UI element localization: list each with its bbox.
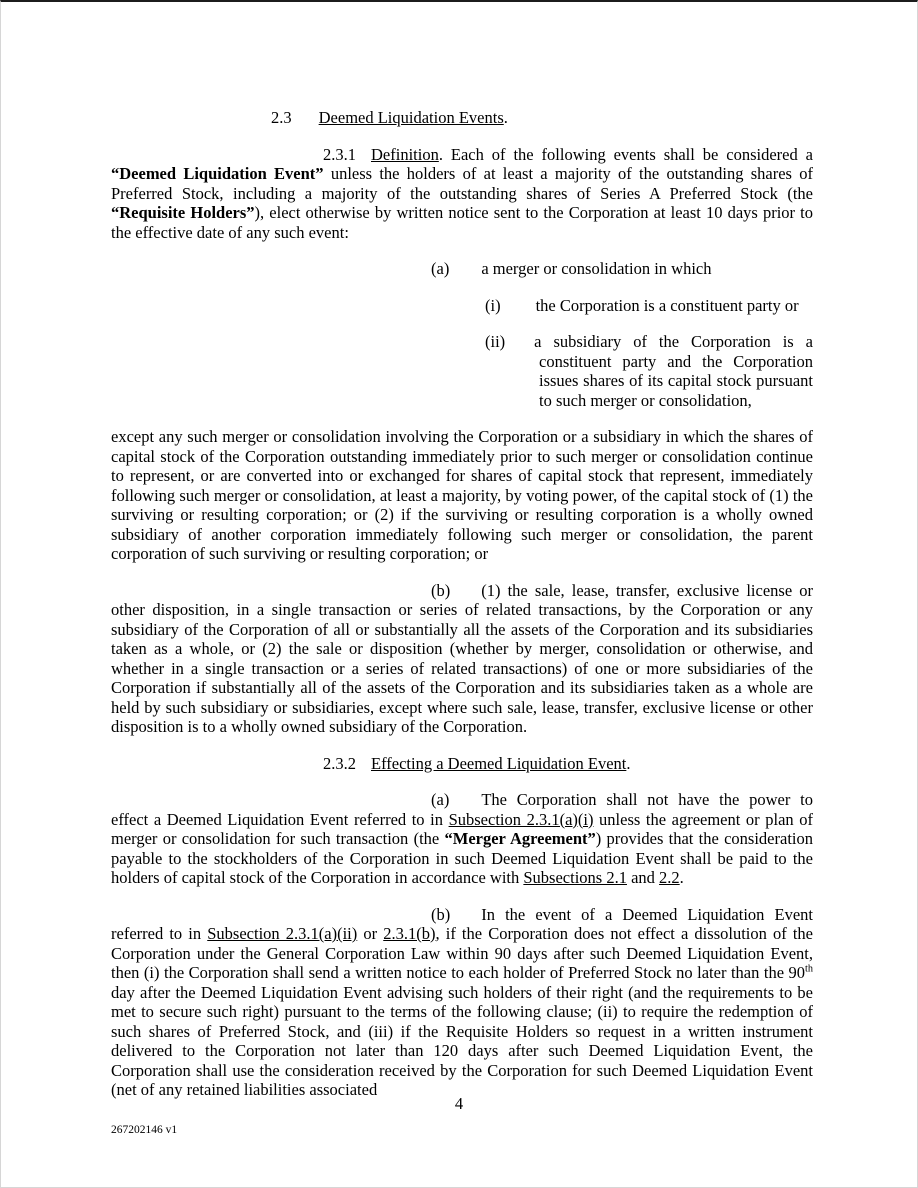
paragraph-2-3-1-b: [111, 581, 813, 737]
text-run: (b): [431, 580, 451, 600]
text-run: except any such merger or consolidation involving the Corporation or a subsidiary in which the shares of capital stock of the Corporation outstanding immediately prior to such merger or consolidation continue to represent, or are converted into or exchanged for shares of capital stock that represent, immediately following such merger or consolidation, at least a majority, by voting power, of the capital stock of (1) the surviving or resulting corporation; or (2) if the surviving or resulting corporation is a wholly owned subsidiary of another corporation immediately following such merger or consolidation, the parent corporation of such surviving or resulting corporation; or: [111, 427, 813, 563]
text-run: (i): [485, 295, 501, 315]
text-run: “Deemed Liquidation Event”: [111, 164, 324, 183]
text-run: or: [357, 924, 384, 943]
text-run: the Corporation is a constituent party or: [535, 295, 799, 315]
text-run: (ii): [485, 332, 506, 351]
text-run: a merger or consolidation in which: [481, 259, 712, 278]
section-heading-2-3-2: [323, 754, 813, 774]
paragraph-merger-exception: [111, 427, 813, 564]
text-run: Subsection 2.3.1(a)(ii): [207, 924, 358, 943]
text-run: “Merger Agreement”: [444, 829, 596, 848]
text-run: Definition: [371, 144, 439, 164]
document-content: [111, 108, 813, 1117]
text-run: . Each of the following events shall be considered a: [438, 144, 813, 164]
paragraph-2-3-2-a: [111, 790, 813, 888]
document-id-footer: 267202146 v1: [111, 1124, 178, 1136]
text-run: 2.3.2: [323, 753, 356, 773]
text-run: (a): [431, 790, 450, 809]
text-run: (a): [431, 259, 450, 278]
section-heading-2-3: [271, 108, 813, 128]
text-run: (1) the sale, lease, transfer, exclusive license or other disposition, in a single transaction or series of related transactions, by the Corporation or any subsidiary of the Corporation of all or substantially all the assets of the Corporation and its subsidiaries taken as a whole, or (2) the sale or disposition (whether by merger, consolidation or otherwise, and whether in a single transaction or a series of related transactions) of one or more subsidiaries of the Corporation if substantially all of the assets of the Corporation and its subsidiaries taken as a whole are held by such subsidiary or subsidiaries, except where such sale, lease, transfer, exclusive license or other disposition is to a wholly owned subsidiary of the Corporation.: [111, 580, 813, 736]
text-run: .: [626, 753, 631, 773]
paragraph-2-3-2-b: [111, 905, 813, 1100]
page-number: 4: [454, 1094, 464, 1113]
text-run: ) provides that the consideration payable to the stockholders of the Corporation in such Deemed Liquidation Event shall be paid to the holders of capital stock of the Corporation in accordance with: [111, 829, 813, 887]
paragraph-2-3-1-definition: [111, 145, 813, 243]
text-run: , if the Corporation does not effect a dissolution of the Corporation under the General Corporation Law within 90 days after such Deemed Liquidation Event, then (i) the Corporation shall send a written notice to each holder of Preferred Stock no later than the 90: [111, 924, 814, 982]
text-run: Subsection 2.3.1(a)(i): [448, 809, 594, 829]
text-run: unless the agreement or plan of merger or consolidation for such transaction (the: [111, 809, 813, 848]
text-run: th: [805, 963, 813, 975]
text-run: and: [626, 868, 660, 887]
text-run: (b): [431, 904, 451, 924]
text-run: 2.3.1: [323, 144, 356, 164]
text-run: .: [679, 868, 684, 887]
text-run: Subsections 2.1: [523, 868, 627, 887]
text-run: “Requisite Holders”: [111, 203, 255, 222]
text-run: ), elect otherwise by written notice sent to the Corporation at least 10 days prior to the effective date of any such event:: [111, 203, 813, 242]
list-item-a: [111, 259, 813, 279]
text-run: day after the Deemed Liquidation Event advising such holders of their right (and the requirements to be met to secure such right) pursuant to the terms of the following clause; (ii) to require the redemption of such shares of Preferred Stock, and (iii) if the Requisite Holders so request in a written instrument delivered to the Corporation not later than 120 days after such Deemed Liquidation Event, the Corporation shall use the consideration received by the Corporation for such Deemed Liquidation Event (net of any retained liabilities associated: [111, 982, 813, 1099]
text-run: .: [503, 108, 508, 127]
list-item-ii: [111, 332, 813, 410]
text-run: Effecting a Deemed Liquidation Event: [371, 753, 627, 773]
text-run: a subsidiary of the Corporation is a constituent party and the Corporation issues shares of its capital stock pursuant to such merger or consolidation,: [534, 332, 813, 410]
list-item-i: [111, 296, 813, 316]
text-run: 2.3.1(b): [383, 924, 436, 943]
text-run: Deemed Liquidation Events: [318, 108, 504, 127]
text-run: unless the holders of at least a majority of the outstanding shares of Preferred Stock, including a majority of the outstanding shares of Series A Preferred Stock (the: [111, 164, 813, 203]
text-run: 2.2: [659, 868, 680, 887]
text-run: The Corporation shall not have the power to effect a Deemed Liquidation Event referred to in: [111, 790, 813, 829]
text-run: 2.3: [271, 108, 292, 127]
text-run: In the event of a Deemed Liquidation Event referred to in: [111, 904, 813, 943]
